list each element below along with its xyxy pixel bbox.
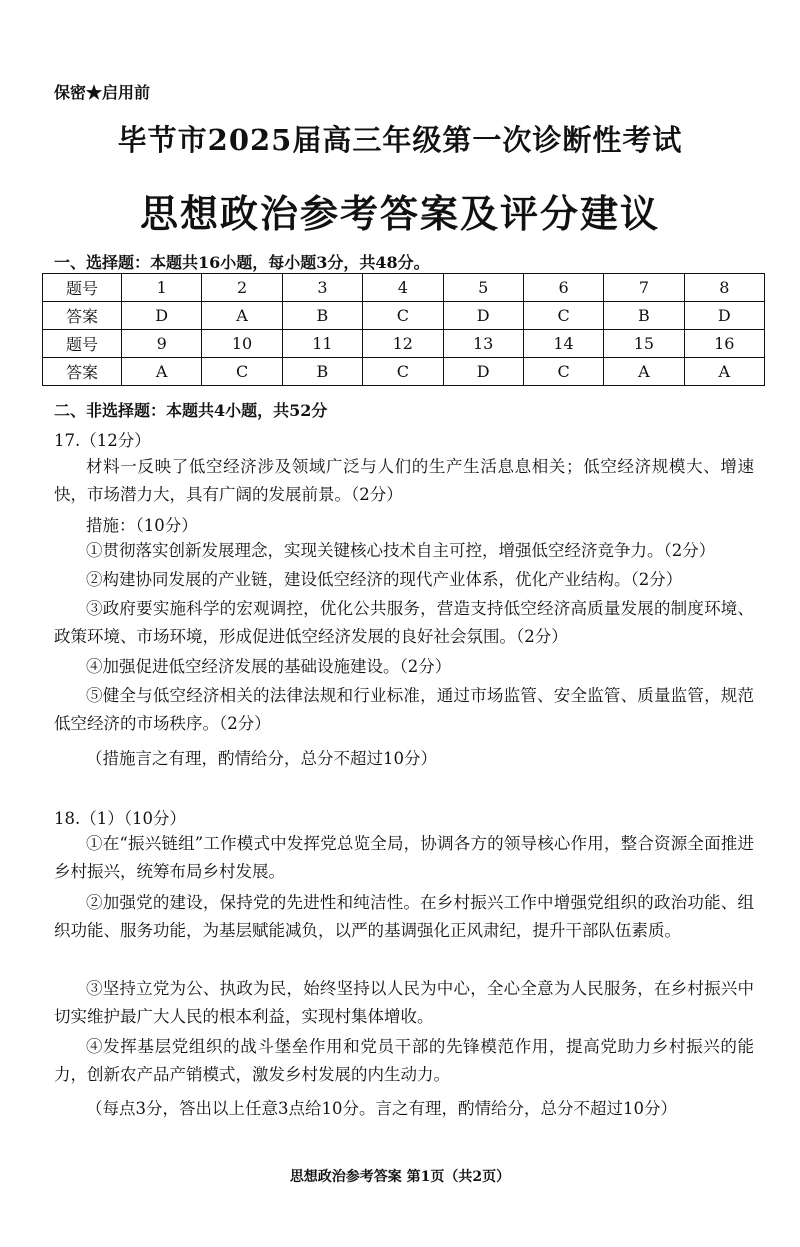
table-cell: 答案 — [43, 358, 122, 386]
table-cell: D — [122, 302, 202, 330]
q17-note: （措施言之有理，酌情给分，总分不超过10分） — [86, 749, 437, 768]
section1-heading: 一、选择题：本题共16小题，每小题3分，共48分。 — [54, 253, 430, 272]
q17-measures-label: 措施：（10分） — [86, 516, 198, 535]
table-row — [43, 274, 765, 302]
table-cell: A — [202, 302, 282, 330]
q18-point-1: ①在“振兴链组”工作模式中发挥党总览全局，协调各方的领导核心作用，整合资源全面推进乡村振兴，统筹布局乡村发展。 — [54, 834, 754, 881]
table-cell: 题号 — [43, 330, 122, 358]
q18-point-4: ④发挥基层党组织的战斗堡垒作用和党员干部的先锋模范作用，提高党助力乡村振兴的能力，创新农产品产销模式，激发乡村发展的内生动力。 — [54, 1037, 754, 1084]
q17-point-2: ②构建协同发展的产业链，建设低空经济的现代产业体系，优化产业结构。（2分） — [86, 570, 683, 589]
answer-table — [42, 273, 765, 386]
table-cell: 9 — [122, 330, 202, 358]
q18-label: 18.（1）（10分） — [54, 809, 186, 828]
table-cell: C — [363, 302, 443, 330]
table-cell: 12 — [363, 330, 443, 358]
table-cell: 8 — [684, 274, 764, 302]
table-cell: 10 — [202, 330, 282, 358]
table-cell: A — [122, 358, 202, 386]
table-cell: B — [282, 358, 362, 386]
table-cell: B — [282, 302, 362, 330]
document-subtitle: 思想政治参考答案及评分建议 — [139, 191, 660, 236]
table-cell: 14 — [523, 330, 603, 358]
q17-label: 17.（12分） — [54, 431, 151, 450]
table-cell: 7 — [604, 274, 684, 302]
table-cell: 2 — [202, 274, 282, 302]
table-cell: 16 — [684, 330, 764, 358]
table-cell: C — [523, 358, 603, 386]
q17-point-4: ④加强促进低空经济发展的基础设施建设。（2分） — [86, 657, 452, 676]
table-cell: 题号 — [43, 274, 122, 302]
table-row — [43, 330, 765, 358]
q18-note: （每点3分，答出以上任意3点给10分。言之有理，酌情给分，总分不超过10分） — [86, 1099, 677, 1118]
table-cell: 13 — [443, 330, 523, 358]
table-cell: C — [523, 302, 603, 330]
page-footer: 思想政治参考答案 第1页（共2页） — [289, 1169, 511, 1185]
table-cell: C — [202, 358, 282, 386]
q17-material: 材料一反映了低空经济涉及领域广泛与人们的生产生活息息相关；低空经济规模大、增速快，市场潜力大，具有广阔的发展前景。（2分） — [54, 457, 754, 504]
q18-point-3: ③坚持立党为公、执政为民，始终坚持以人民为中心，全心全意为人民服务，在乡村振兴中切实维护最广大人民的根本利益，实现村集体增收。 — [54, 979, 754, 1026]
table-cell: 1 — [122, 274, 202, 302]
table-cell: C — [363, 358, 443, 386]
table-cell: 5 — [443, 274, 523, 302]
table-row — [43, 358, 765, 386]
table-cell: A — [604, 358, 684, 386]
table-cell: 4 — [363, 274, 443, 302]
confidential-label: 保密★启用前 — [54, 83, 151, 102]
table-cell: D — [443, 358, 523, 386]
table-cell: A — [684, 358, 764, 386]
table-cell: 11 — [282, 330, 362, 358]
table-cell: 15 — [604, 330, 684, 358]
q17-point-5: ⑤健全与低空经济相关的法律法规和行业标准，通过市场监管、安全监管、质量监管，规范低空经济的市场秩序。（2分） — [54, 686, 754, 733]
section2-heading: 二、非选择题：本题共4小题，共52分 — [54, 401, 328, 420]
table-cell: 答案 — [43, 302, 122, 330]
q18-point-2: ②加强党的建设，保持党的先进性和纯洁性。在乡村振兴工作中增强党组织的政治功能、组织功能、服务功能，为基层赋能减负，以严的基调强化正风肃纪，提升干部队伍素质。 — [54, 893, 754, 940]
table-cell: B — [604, 302, 684, 330]
table-cell: 3 — [282, 274, 362, 302]
exam-title: 毕节市2025届高三年级第一次诊断性考试 — [117, 123, 683, 157]
q17-point-1: ①贯彻落实创新发展理念，实现关键核心技术自主可控，增强低空经济竞争力。（2分） — [86, 541, 716, 560]
table-cell: D — [684, 302, 764, 330]
table-cell: D — [443, 302, 523, 330]
q17-point-3: ③政府要实施科学的宏观调控，优化公共服务，营造支持低空经济高质量发展的制度环境、政策环境、市场环境，形成促进低空经济发展的良好社会氛围。（2分） — [54, 599, 754, 646]
table-row — [43, 302, 765, 330]
table-cell: 6 — [523, 274, 603, 302]
